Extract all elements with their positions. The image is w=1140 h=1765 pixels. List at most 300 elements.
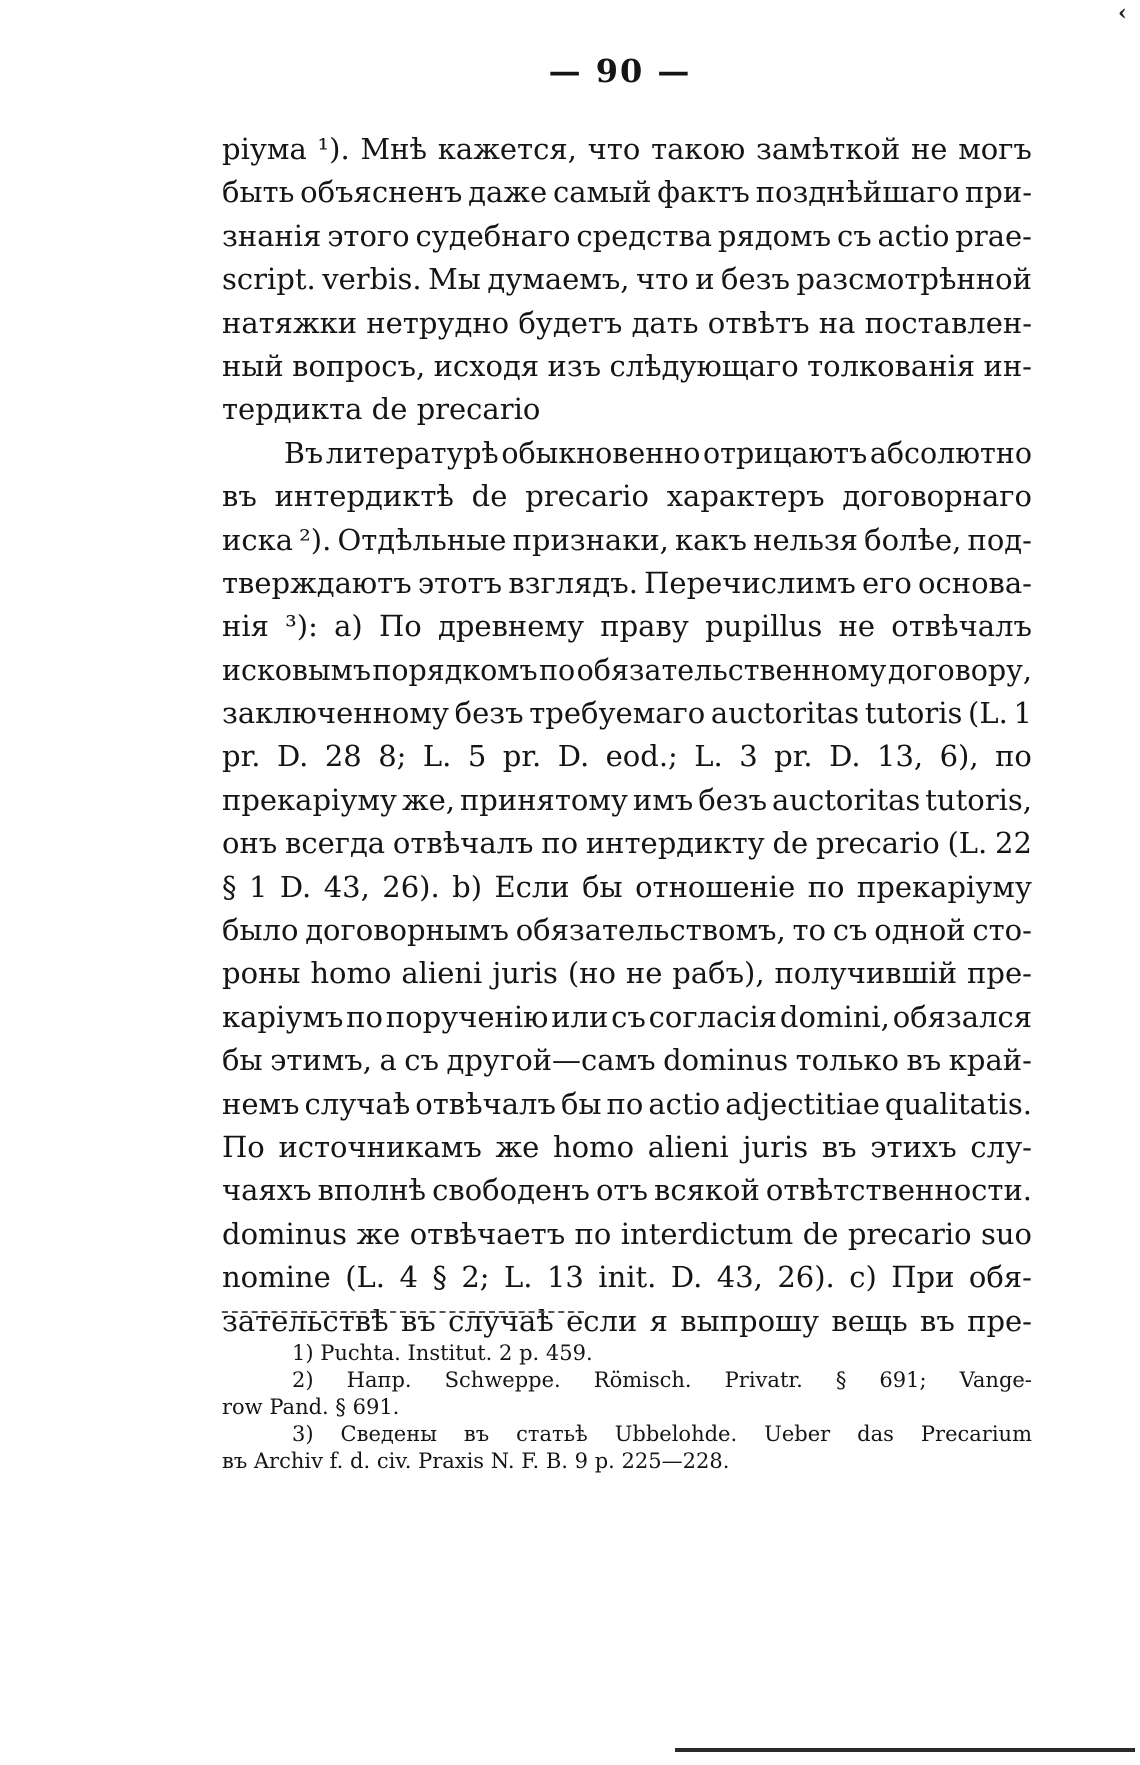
- word: dominus: [222, 1216, 348, 1251]
- word: pr.: [222, 739, 261, 774]
- word: Privatr.: [724, 1368, 803, 1392]
- word: 26).: [777, 1260, 835, 1295]
- word: этихъ: [870, 1129, 957, 1164]
- word: precario: [815, 826, 940, 861]
- word: 225—228.: [621, 1449, 730, 1473]
- word: отвѣчалъ: [415, 1086, 556, 1121]
- word: Vange-: [959, 1368, 1032, 1392]
- word: знанія: [222, 218, 322, 253]
- word: de: [802, 1216, 839, 1251]
- text-line: [222, 779, 1032, 822]
- word: pr.: [502, 739, 542, 774]
- word: F.: [521, 1449, 540, 1473]
- word: 1: [1013, 696, 1032, 731]
- word: ин-: [983, 348, 1032, 383]
- word: 2): [292, 1368, 314, 1392]
- word: случаѣ: [304, 1086, 411, 1121]
- word: d.: [350, 1449, 371, 1473]
- word: выпрошу: [680, 1303, 820, 1338]
- word: нельзя: [753, 522, 858, 557]
- text-line: [222, 605, 1032, 648]
- word: пре-: [967, 1303, 1032, 1338]
- word: его: [862, 565, 912, 600]
- word: homo: [552, 1129, 635, 1164]
- text-line: [222, 345, 1032, 388]
- word: въ: [906, 1043, 942, 1078]
- word: съ: [611, 999, 646, 1034]
- word: въ: [222, 1449, 248, 1473]
- word: 1: [248, 869, 268, 904]
- word: b): [452, 869, 483, 904]
- word: f.: [329, 1449, 344, 1473]
- word: свободенъ: [432, 1173, 590, 1208]
- word: 28: [324, 739, 362, 774]
- text-line: [222, 909, 1032, 952]
- word: ²).: [299, 522, 332, 557]
- text-line: [222, 215, 1032, 258]
- text-line: [222, 735, 1032, 778]
- word: такою: [651, 132, 746, 166]
- word: §: [835, 1368, 847, 1392]
- footnote-line: [222, 1448, 1032, 1475]
- word: вещь: [831, 1303, 908, 1338]
- word: 5: [467, 739, 487, 774]
- word: рядомъ: [717, 218, 832, 253]
- word: натяжки: [222, 305, 358, 340]
- word: Если: [494, 869, 570, 904]
- footnotes: [222, 1340, 1032, 1475]
- word: обя-: [968, 1260, 1032, 1295]
- word: 691.: [352, 1395, 400, 1419]
- word: suo: [980, 1216, 1032, 1251]
- word: отношеніе: [635, 869, 796, 904]
- word: Отдѣльные: [337, 522, 507, 557]
- word: только: [795, 1043, 899, 1078]
- word: (L.: [345, 1260, 385, 1295]
- word: c): [849, 1260, 877, 1295]
- word: das: [857, 1422, 894, 1446]
- word: по: [995, 739, 1032, 774]
- word: При: [891, 1260, 955, 1295]
- word: получившій: [774, 956, 958, 991]
- word: кажется,: [437, 132, 577, 166]
- word: D.: [829, 739, 861, 774]
- word: при-: [964, 175, 1032, 210]
- word: отвѣтъ: [707, 305, 810, 340]
- word: Ueber: [764, 1422, 831, 1446]
- word: 691;: [879, 1368, 927, 1392]
- word: интердиктѣ: [274, 479, 454, 514]
- word: p.: [594, 1449, 615, 1473]
- word: сто-: [972, 913, 1032, 948]
- word: немъ: [222, 1086, 300, 1121]
- word: row: [222, 1395, 263, 1419]
- word: под-: [967, 522, 1032, 557]
- word: precario: [525, 479, 649, 514]
- word: 6),: [939, 739, 979, 774]
- word: судебнаго: [415, 218, 571, 253]
- word: отрицаютъ: [703, 436, 868, 470]
- word: L.: [504, 1260, 533, 1295]
- word: древнему: [437, 609, 585, 644]
- word: §: [222, 869, 237, 904]
- word: характеръ: [666, 479, 825, 514]
- word: Въ: [284, 436, 324, 470]
- word: (но: [567, 956, 616, 991]
- word: N.: [490, 1449, 515, 1473]
- word: я: [649, 1303, 668, 1338]
- word: въ: [920, 1303, 955, 1338]
- word: по: [541, 826, 579, 861]
- footnote-line: [222, 1394, 1032, 1421]
- word: a): [334, 609, 363, 644]
- word: всегда: [285, 826, 386, 861]
- text-line: [222, 1126, 1032, 1169]
- word: qualitatis.: [884, 1086, 1032, 1121]
- word: pr.: [774, 739, 813, 774]
- word: 3): [292, 1422, 314, 1446]
- page-edge-line: [675, 1748, 1135, 1752]
- word: будетъ: [518, 305, 623, 340]
- word: D.: [557, 739, 590, 774]
- text-line: [222, 866, 1032, 909]
- word: договорнымъ: [305, 913, 509, 948]
- word: пре-: [967, 956, 1032, 991]
- word: de: [772, 826, 809, 861]
- word: другой—самъ: [446, 1043, 656, 1078]
- body-text: [222, 128, 1032, 1343]
- word: Мнѣ: [360, 132, 427, 166]
- word: Archiv: [253, 1449, 323, 1473]
- word: обязательственному: [576, 653, 887, 687]
- word: могъ: [958, 132, 1032, 166]
- text-line: [222, 519, 1032, 562]
- word: объясненъ: [300, 175, 463, 210]
- word: дать: [631, 305, 699, 340]
- word: pupillus: [705, 609, 823, 644]
- word: ¹).: [317, 132, 350, 166]
- word: принятому: [459, 782, 628, 817]
- word: онъ: [222, 826, 278, 861]
- word: роны: [222, 956, 301, 991]
- word: источникамъ: [278, 1129, 482, 1164]
- word: слу-: [970, 1129, 1032, 1164]
- word: ріума: [222, 132, 307, 166]
- word: изъ: [547, 348, 602, 383]
- word: отвѣчаетъ: [409, 1216, 566, 1251]
- word: 459.: [545, 1341, 593, 1365]
- word: L.: [694, 739, 723, 774]
- text-line: [222, 649, 1032, 692]
- word: L.: [422, 739, 452, 774]
- word: (L.: [947, 826, 988, 861]
- word: 2;: [461, 1260, 490, 1295]
- word: исковымъ: [222, 653, 371, 687]
- word: тверждаютъ: [222, 565, 412, 600]
- word: нія: [222, 609, 269, 644]
- word: по: [606, 1086, 644, 1121]
- word: же: [495, 1129, 540, 1164]
- word: domini,: [779, 999, 890, 1034]
- word: какъ: [675, 522, 748, 557]
- word: 8;: [378, 739, 407, 774]
- text-line: [222, 171, 1032, 214]
- word: eod.;: [605, 739, 678, 774]
- word: по: [346, 999, 383, 1034]
- word: взглядъ.: [508, 565, 638, 600]
- footnote-line: [222, 1421, 1032, 1448]
- word: тердикта: [222, 392, 363, 427]
- word: по: [574, 1216, 612, 1251]
- word: каріумъ: [222, 999, 344, 1034]
- word: то: [792, 913, 826, 948]
- word: 9: [574, 1449, 589, 1473]
- word: болѣе,: [864, 522, 962, 557]
- word: Сведены: [340, 1422, 437, 1446]
- word: 2: [499, 1341, 513, 1365]
- word: D.: [279, 869, 312, 904]
- word: иска: [222, 522, 293, 557]
- word: actio: [648, 1086, 721, 1121]
- word: согласія: [648, 999, 778, 1034]
- word: 13: [546, 1260, 584, 1295]
- word: съ: [836, 218, 872, 253]
- word: juris: [742, 1129, 809, 1164]
- word: вопросъ,: [292, 348, 426, 383]
- word: средства: [576, 218, 713, 253]
- word: же: [356, 1216, 401, 1251]
- word: auctoritas: [710, 696, 860, 731]
- word: 4: [399, 1260, 418, 1295]
- word: прекаріуму: [222, 782, 397, 817]
- word: §: [432, 1260, 447, 1295]
- word: p.: [519, 1341, 540, 1365]
- word: заключенному: [222, 696, 449, 731]
- word: самый: [552, 175, 652, 210]
- word: даже: [468, 175, 548, 210]
- word: de: [471, 479, 508, 514]
- text-line: [222, 1256, 1032, 1299]
- word: въ: [821, 1129, 857, 1164]
- word: homo: [310, 956, 392, 991]
- word: adjectitiae: [725, 1086, 880, 1121]
- word: Institut.: [407, 1341, 493, 1365]
- word: По: [378, 609, 422, 644]
- word: precario: [416, 392, 541, 427]
- word: precario: [847, 1216, 972, 1251]
- word: Puchta.: [320, 1341, 401, 1365]
- word: прекаріуму: [856, 869, 1032, 904]
- word: договору,: [887, 653, 1032, 687]
- word: 22: [995, 826, 1032, 861]
- word: порученію: [385, 999, 549, 1034]
- word: Precarium: [920, 1422, 1032, 1446]
- page-number: — 90 —: [548, 52, 692, 90]
- word: de: [371, 392, 408, 427]
- text-line: [222, 432, 1032, 475]
- word: обыкновенно: [501, 436, 701, 470]
- word: а: [379, 1043, 397, 1078]
- word: въ: [400, 1303, 436, 1338]
- word: по: [539, 653, 576, 687]
- text-line: [222, 822, 1032, 865]
- word: признаки,: [512, 522, 669, 557]
- word: prae-: [955, 218, 1032, 253]
- word: же,: [401, 782, 456, 817]
- word: 43,: [323, 869, 370, 904]
- word: чаяхъ: [222, 1173, 312, 1208]
- word: B.: [545, 1449, 568, 1473]
- text-line: [222, 692, 1032, 735]
- word: По: [222, 1129, 265, 1164]
- word: разсмотрѣнной: [796, 262, 1032, 297]
- word: не: [910, 132, 948, 166]
- word: Pand.: [269, 1395, 329, 1419]
- word: 13,: [877, 739, 924, 774]
- word: §: [335, 1395, 346, 1419]
- word: абсолютно: [869, 436, 1032, 470]
- word: позднѣйшаго: [755, 175, 960, 210]
- word: отвѣтственности.: [765, 1173, 1032, 1208]
- text-line: [222, 1213, 1032, 1256]
- word: слѣдующаго: [609, 348, 799, 383]
- word: на: [818, 305, 856, 340]
- text-line: [222, 562, 1032, 605]
- word: alieni: [401, 956, 483, 991]
- word: статьѣ: [516, 1422, 588, 1446]
- word: съ: [832, 913, 868, 948]
- word: замѣткой: [756, 132, 901, 166]
- word: требуемаго: [529, 696, 706, 731]
- word: исходя: [433, 348, 540, 383]
- word: бы: [582, 869, 623, 904]
- word: D.: [276, 739, 309, 774]
- word: Schweppe.: [444, 1368, 561, 1392]
- word: одной: [874, 913, 966, 948]
- word: отвѣчалъ: [392, 826, 534, 861]
- word: actio: [877, 218, 950, 253]
- word: 43,: [716, 1260, 763, 1295]
- word: nomine: [222, 1260, 331, 1295]
- word: бы: [222, 1043, 263, 1078]
- text-line: [222, 996, 1032, 1039]
- word: обязательствомъ,: [515, 913, 786, 948]
- word: verbis.: [322, 262, 422, 297]
- word: 3: [739, 739, 758, 774]
- word: нетрудно: [366, 305, 510, 340]
- word: 1): [292, 1341, 314, 1365]
- word: этотъ: [417, 565, 503, 600]
- word: Мы: [428, 262, 481, 297]
- word: или: [551, 999, 609, 1034]
- word: отвѣчалъ: [891, 609, 1032, 644]
- word: этого: [327, 218, 410, 253]
- text-line: [222, 258, 1032, 301]
- word: интердикту: [585, 826, 765, 861]
- word: быть: [222, 175, 295, 210]
- text-line: [222, 475, 1032, 518]
- word: было: [222, 913, 299, 948]
- footnote-line: [222, 1367, 1032, 1394]
- word: не: [625, 956, 663, 991]
- word: Перечислимъ: [644, 565, 856, 600]
- word: Römisch.: [593, 1368, 692, 1392]
- word: договорнаго: [842, 479, 1032, 514]
- word: 26).: [382, 869, 440, 904]
- word: рабъ),: [672, 956, 765, 991]
- word: alieni: [647, 1129, 729, 1164]
- word: и: [695, 262, 715, 297]
- word: по: [807, 869, 845, 904]
- word: Ubbelohde.: [614, 1422, 738, 1446]
- text-line: [222, 302, 1032, 345]
- word: литературѣ: [325, 436, 499, 470]
- word: script.: [222, 262, 316, 297]
- word: случаѣ: [448, 1303, 554, 1338]
- word: всякой: [654, 1173, 760, 1208]
- text-line: [222, 1169, 1032, 1212]
- word: въ: [463, 1422, 490, 1446]
- text-line: [222, 128, 1032, 171]
- word: фактъ: [657, 175, 750, 210]
- word: civ.: [376, 1449, 412, 1473]
- word: Praxis: [418, 1449, 485, 1473]
- word: праву: [600, 609, 689, 644]
- word: Напр.: [346, 1368, 412, 1392]
- margin-mark: ‹: [1118, 0, 1127, 26]
- word: зательствѣ: [222, 1303, 389, 1338]
- word: безъ: [721, 262, 790, 297]
- word: (L.: [968, 696, 1008, 731]
- word: обязался: [892, 999, 1032, 1034]
- footnote-line: [222, 1340, 1032, 1367]
- word: въ: [222, 479, 257, 514]
- word: толкованія: [807, 348, 976, 383]
- word: безъ: [454, 696, 524, 731]
- word: если: [566, 1303, 638, 1338]
- word: tutoris: [864, 696, 963, 731]
- word: отъ: [595, 1173, 648, 1208]
- text-line: [222, 952, 1032, 995]
- word: tutoris,: [925, 782, 1032, 817]
- word: думаемъ,: [487, 262, 630, 297]
- word: init.: [598, 1260, 657, 1295]
- word: поставлен-: [864, 305, 1032, 340]
- word: порядкомъ: [372, 653, 538, 687]
- word: что: [587, 132, 641, 166]
- word: ³):: [285, 609, 318, 644]
- word: имъ: [632, 782, 694, 817]
- word: ный: [222, 348, 284, 383]
- word: безъ: [698, 782, 768, 817]
- word: dominus: [663, 1043, 789, 1078]
- word: не: [838, 609, 876, 644]
- word: что: [636, 262, 689, 297]
- word: juris: [492, 956, 558, 991]
- word: auctoritas: [772, 782, 921, 817]
- word: основа-: [918, 565, 1032, 600]
- text-line: [222, 1083, 1032, 1126]
- footnote-divider: [222, 1311, 584, 1313]
- text-line: [222, 1039, 1032, 1082]
- word: interdictum: [620, 1216, 794, 1251]
- text-line: [222, 388, 1032, 431]
- text-line: [222, 1300, 1032, 1343]
- word: край-: [948, 1043, 1032, 1078]
- word: бы: [560, 1086, 602, 1121]
- word: D.: [670, 1260, 703, 1295]
- word: вполнѣ: [317, 1173, 427, 1208]
